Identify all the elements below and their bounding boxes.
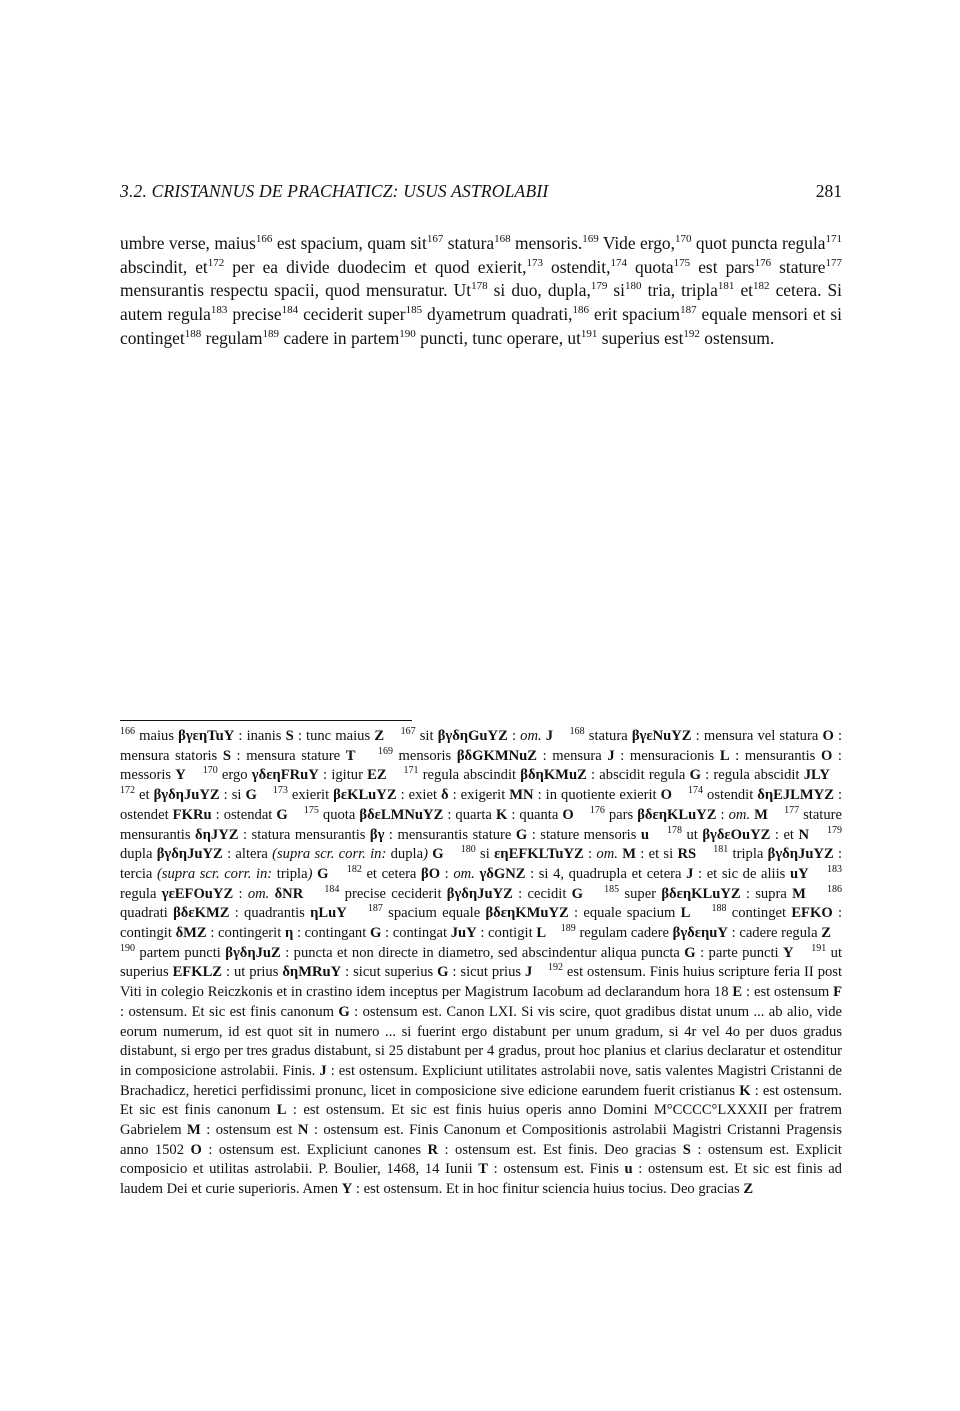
running-head-title: 3.2. CRISTANNUS DE PRACHATICZ: USUS ASTROLABII	[120, 181, 549, 201]
page-number: 281	[815, 181, 842, 201]
critical-apparatus	[120, 727, 842, 1200]
running-head	[120, 181, 842, 205]
apparatus-paragraph: $^{166}$ maius βγεηTuY : inanis S : tunc maius Z $^{167}$ sit βγδηGuYZ : om. J $^{168}$ statura βγεNuYZ : mensura vel statura O : mensura statoris S : mensura stature T $^{169}$ mensoris βδGKMNuZ : mensura J : mensuracionis L : mensurantis O : messoris Y $^{170}$ ergo γδεηFRuY : igitur EZ $^{171}$ regula abscindit βδηKMuZ : abscidit regula G : regula abscidit JLY $^{172}$ et βγδηJuYZ : si G $^{173}$ exierit βεKLuYZ : exiet δ : exigerit MN : in quotiente exierit O $^{174}$ ostendit δηEJLMYZ : ostendet FKRu : ostendat G $^{175}$ quota βδεLMNuYZ : quarta K : quanta O $^{176}$ pars βδεηKLuYZ : om. M $^{177}$ stature mensurantis δηJYZ : statura mensurantis βγ : mensurantis stature G : stature mensoris u $^{178}$ ut βγδεOuYZ : et N $^{179}$ dupla βγδηJuYZ : altera (supra scr. corr. in: dupla) G $^{180}$ si εηEFKLTuYZ : om. M : et si RS $^{181}$ tripla βγδηJuYZ : tercia (supra scr. corr. in: tripla) G $^{182}$ et cetera βO : om. γδGNZ : si 4, quadrupla et cetera J : et sic de aliis uY $^{183}$ regula γεEFOuYZ : om. δNR $^{184}$ precise ceciderit βγδηJuYZ : cecidit G $^{185}$ super βδεηKLuYZ : supra M $^{186}$ quadrati βδεKMZ : quadrantis ηLuY $^{187}$ spacium equale βδεηKMuYZ : equale spacium L $^{188}$ continget EFKO : contingit δMZ : contingerit η : contingant G : contingat JuY : contigit L $^{189}$ regulam cadere βγδεηuY : cadere regula Z $^{190}$ partem puncti βγδηJuZ : puncta et non directe in diametro, sed abscindentur aliqua puncta G : parte puncti Y $^{191}$ ut superius EFKLZ : ut prius δηMRuY : sicut superius G : sicut prius J $^{192}$ est ostensum. Finis huius scripture feria II post Viti in colegio Reiczkonis et in crastino idem inceptus per Magistrum Iacobum ad declarandum hora 18 E : est ostensum F : ostensum. Et sic est finis canonum G : ostensum est. Canon LXI. Si vis scire, quot gradibus distat unum ... ab alio, vide eorum numerum, id est quot sit in numero ... si fuerint ergo distabunt per unum gradum, si 4r vel 4o per duos gradus distabunt, si ergo per tres gradus distabunt, si 25 distabunt per 4 gradus, prout hoc planius et clarius declaratur et ostenditur in composicione astrolabii. Finis. J : est ostensum. Expliciunt utilitates astrolabii nove, satis valentes Magistri Cristanni de Brachadicz, heretici perfidissimi pronunc, licet in composicione sive edicione earundem fuerit cristianus K : est ostensum. Et sic est finis canonum L : est ostensum. Et sic est finis huius operis anno Domini M°CCCC°LXXXII per fratrem Gabrielem M : ostensum est N : ostensum est. Finis Canonum et Compositionis astrolabii Magistri Cristanni Pragensis anno 1502 O : ostensum est. Expliciunt canones R : ostensum est. Est finis. Deo gracias S : ostensum est. Explicit composicio et utilitas astrolabii. P. Boulier, 1468, 14 Iunii T : ostensum est. Finis u : ostensum est. Et sic est finis ad laudem Dei et curie superioris. Amen Y : est ostensum. Et in hoc finitur sciencia huius tocius. Deo gracias Z	[120, 726, 843, 1198]
main-text	[120, 232, 842, 351]
footnote-separator	[120, 720, 412, 721]
main-paragraph: umbre verse, maius$^{166}$ est spacium, quam sit$^{167}$ statura$^{168}$ mensoris.$^{169}$ Vide ergo,$^{170}$ quot puncta regula$^{171}$ abscindit, $et^{172}$ per ea divide duodecim et quod exierit,$^{173}$ ostendit,$^{174}$ quota$^{175}$ est pars$^{176}$ stature$^{177}$ mensurantis respectu spacii, quod mensuratur. Ut$^{178}$ si duo, dupla,$^{179}$ $si^{180}$ tria, tripla$^{181}$ $et^{182}$ cetera. Si autem regula$^{183}$ precise$^{184}$ ceciderit super$^{185}$ dyametrum quadrati,$^{186}$ erit spacium$^{187}$ equale mensori et si continget$^{188}$ regulam$^{189}$ cadere in partem$^{190}$ puncti, tunc operare, $ut^{191}$ superius est$^{192}$ ostensum.	[120, 233, 843, 348]
